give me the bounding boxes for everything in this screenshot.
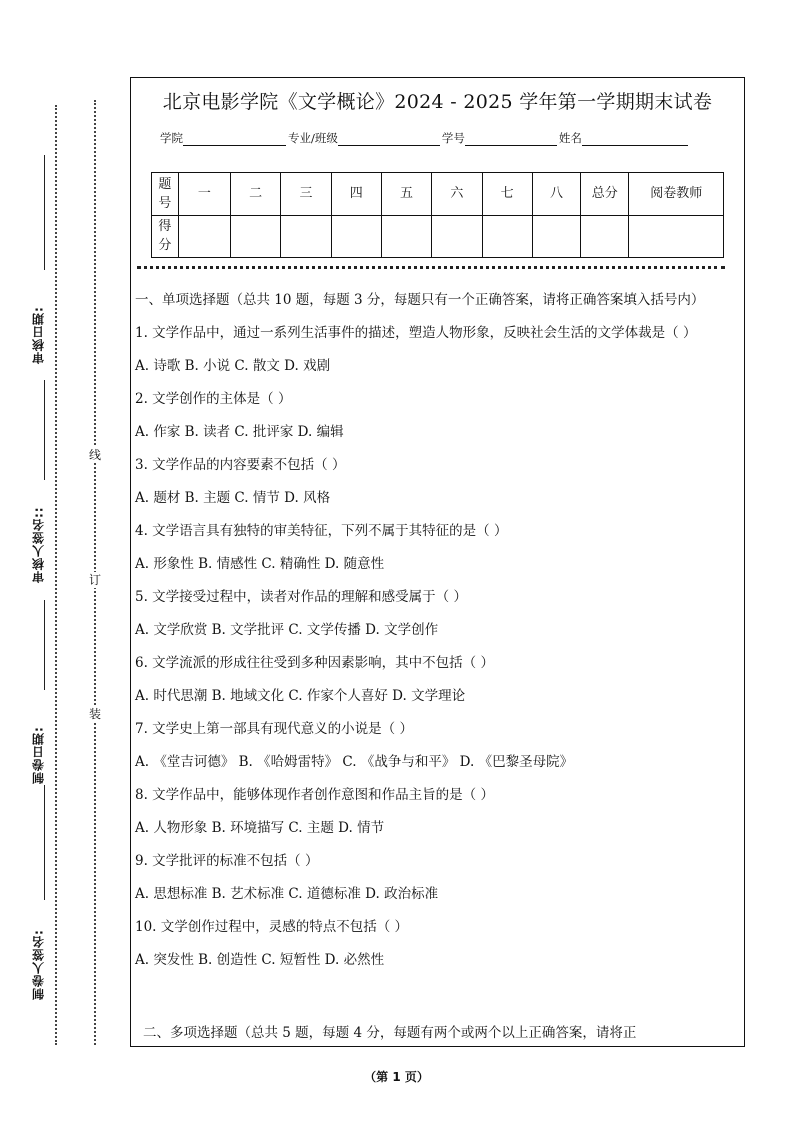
binding-char-line: 线 (88, 448, 101, 462)
score-cell-grader[interactable] (629, 215, 724, 258)
question-stem: 8. 文学作品中，能够体现作者创作意图和作品主旨的是（ ） (135, 787, 494, 803)
review-sign-line[interactable] (44, 380, 45, 480)
binding-dotted-line-outer (55, 105, 57, 1045)
score-table-score-row (152, 215, 724, 258)
section2-heading: 二、多项选择题（总共 5 题，每题 4 分，每题有两个或两个以上正确答案，请将正 (143, 1025, 637, 1041)
question-stem: 6. 文学流派的形成往往受到多种因素影响，其中不包括（ ） (135, 655, 494, 671)
student-id-field[interactable] (465, 133, 557, 146)
question-options: A. 题材 B. 主题 C. 情节 D. 风格 (135, 490, 331, 506)
college-label: 学院 (160, 131, 183, 145)
make-date-label: 制卷日期: (31, 726, 46, 784)
question-options: A. 时代思潮 B. 地域文化 C. 作家个人喜好 D. 文学理论 (135, 688, 466, 704)
score-row-label-score: 得分 (152, 215, 179, 258)
question-options: A. 诗歌 B. 小说 C. 散文 D. 戏剧 (135, 358, 331, 374)
question-options: A. 文学欣赏 B. 文学批评 C. 文学传播 D. 文学创作 (135, 622, 439, 638)
college-field[interactable] (183, 133, 286, 146)
question-stem: 4. 文学语言具有独特的审美特征，下列不属于其特征的是（ ） (135, 523, 508, 539)
question-stem: 3. 文学作品的内容要素不包括（ ） (135, 457, 346, 473)
question-options: A. 人物形象 B. 环境描写 C. 主题 D. 情节 (135, 820, 385, 836)
question-stem: 7. 文学史上第一部具有现代意义的小说是（ ） (135, 721, 413, 737)
score-col-grader: 阅卷教师 (629, 173, 724, 216)
student-id-label: 学号 (441, 131, 465, 145)
question-stem: 1. 文学作品中，通过一系列生活事件的描述，塑造人物形象，反映社会生活的文学体裁是（ ） (135, 325, 697, 341)
question-options: A. 思想标准 B. 艺术标准 C. 道德标准 D. 政治标准 (135, 886, 439, 902)
score-col-5: 五 (381, 173, 431, 216)
question-stem: 2. 文学创作的主体是（ ） (135, 391, 292, 407)
review-sign-label: 审核人签名:: (31, 506, 46, 584)
score-col-2: 二 (231, 173, 281, 216)
question-stem: 5. 文学接受过程中，读者对作品的理解和感受属于（ ） (135, 589, 467, 605)
binding-char-zhuang: 装 (88, 707, 101, 721)
major-label: 专业/班级 (288, 131, 338, 145)
section1-heading: 一、单项选择题（总共 10 题，每题 3 分，每题只有一个正确答案，请将正确答案填入括号内） (135, 292, 705, 308)
score-col-1: 一 (178, 173, 230, 216)
score-row-label-question: 题号 (152, 173, 179, 216)
score-col-8: 八 (532, 173, 580, 216)
question-stem: 10. 文学创作过程中，灵感的特点不包括（ ） (135, 919, 409, 935)
score-cell-8[interactable] (532, 215, 580, 258)
score-cell-3[interactable] (281, 215, 331, 258)
section1 (135, 288, 741, 972)
score-cell-total[interactable] (581, 215, 629, 258)
score-table-header-row (152, 173, 724, 216)
make-sign-label: 制卷人签名: (31, 929, 46, 1001)
score-col-6: 六 (432, 173, 482, 216)
score-col-3: 三 (281, 173, 331, 216)
make-sign-line[interactable] (44, 785, 45, 900)
score-col-total: 总分 (581, 173, 629, 216)
score-cell-7[interactable] (482, 215, 532, 258)
score-cell-5[interactable] (381, 215, 431, 258)
exam-title: 北京电影学院《文学概论》2024 - 2025 学年第一学期期末试卷 (162, 91, 713, 113)
header-separator (137, 266, 725, 269)
question-options: A. 《堂吉诃德》 B. 《哈姆雷特》 C. 《战争与和平》 D. 《巴黎圣母院》 (135, 754, 574, 770)
question-options: A. 突发性 B. 创造性 C. 短暂性 D. 必然性 (135, 952, 385, 968)
score-table (151, 172, 724, 258)
name-field[interactable] (582, 133, 688, 146)
score-cell-2[interactable] (231, 215, 281, 258)
page-number: （第 1 页） (364, 1070, 429, 1084)
name-label: 姓名 (558, 131, 582, 145)
make-date-line[interactable] (44, 600, 45, 690)
score-cell-1[interactable] (178, 215, 230, 258)
score-col-7: 七 (482, 173, 532, 216)
question-stem: 9. 文学批评的标准不包括（ ） (135, 853, 319, 869)
score-col-4: 四 (331, 173, 381, 216)
student-info-row (160, 130, 720, 146)
review-date-line[interactable] (44, 155, 45, 270)
binding-char-ding: 订 (88, 573, 101, 587)
score-cell-4[interactable] (331, 215, 381, 258)
question-options: A. 形象性 B. 情感性 C. 精确性 D. 随意性 (135, 556, 385, 572)
question-options: A. 作家 B. 读者 C. 批评家 D. 编辑 (135, 424, 344, 440)
review-date-label: 审核日期: (31, 306, 46, 364)
major-field[interactable] (338, 133, 440, 146)
score-cell-6[interactable] (432, 215, 482, 258)
